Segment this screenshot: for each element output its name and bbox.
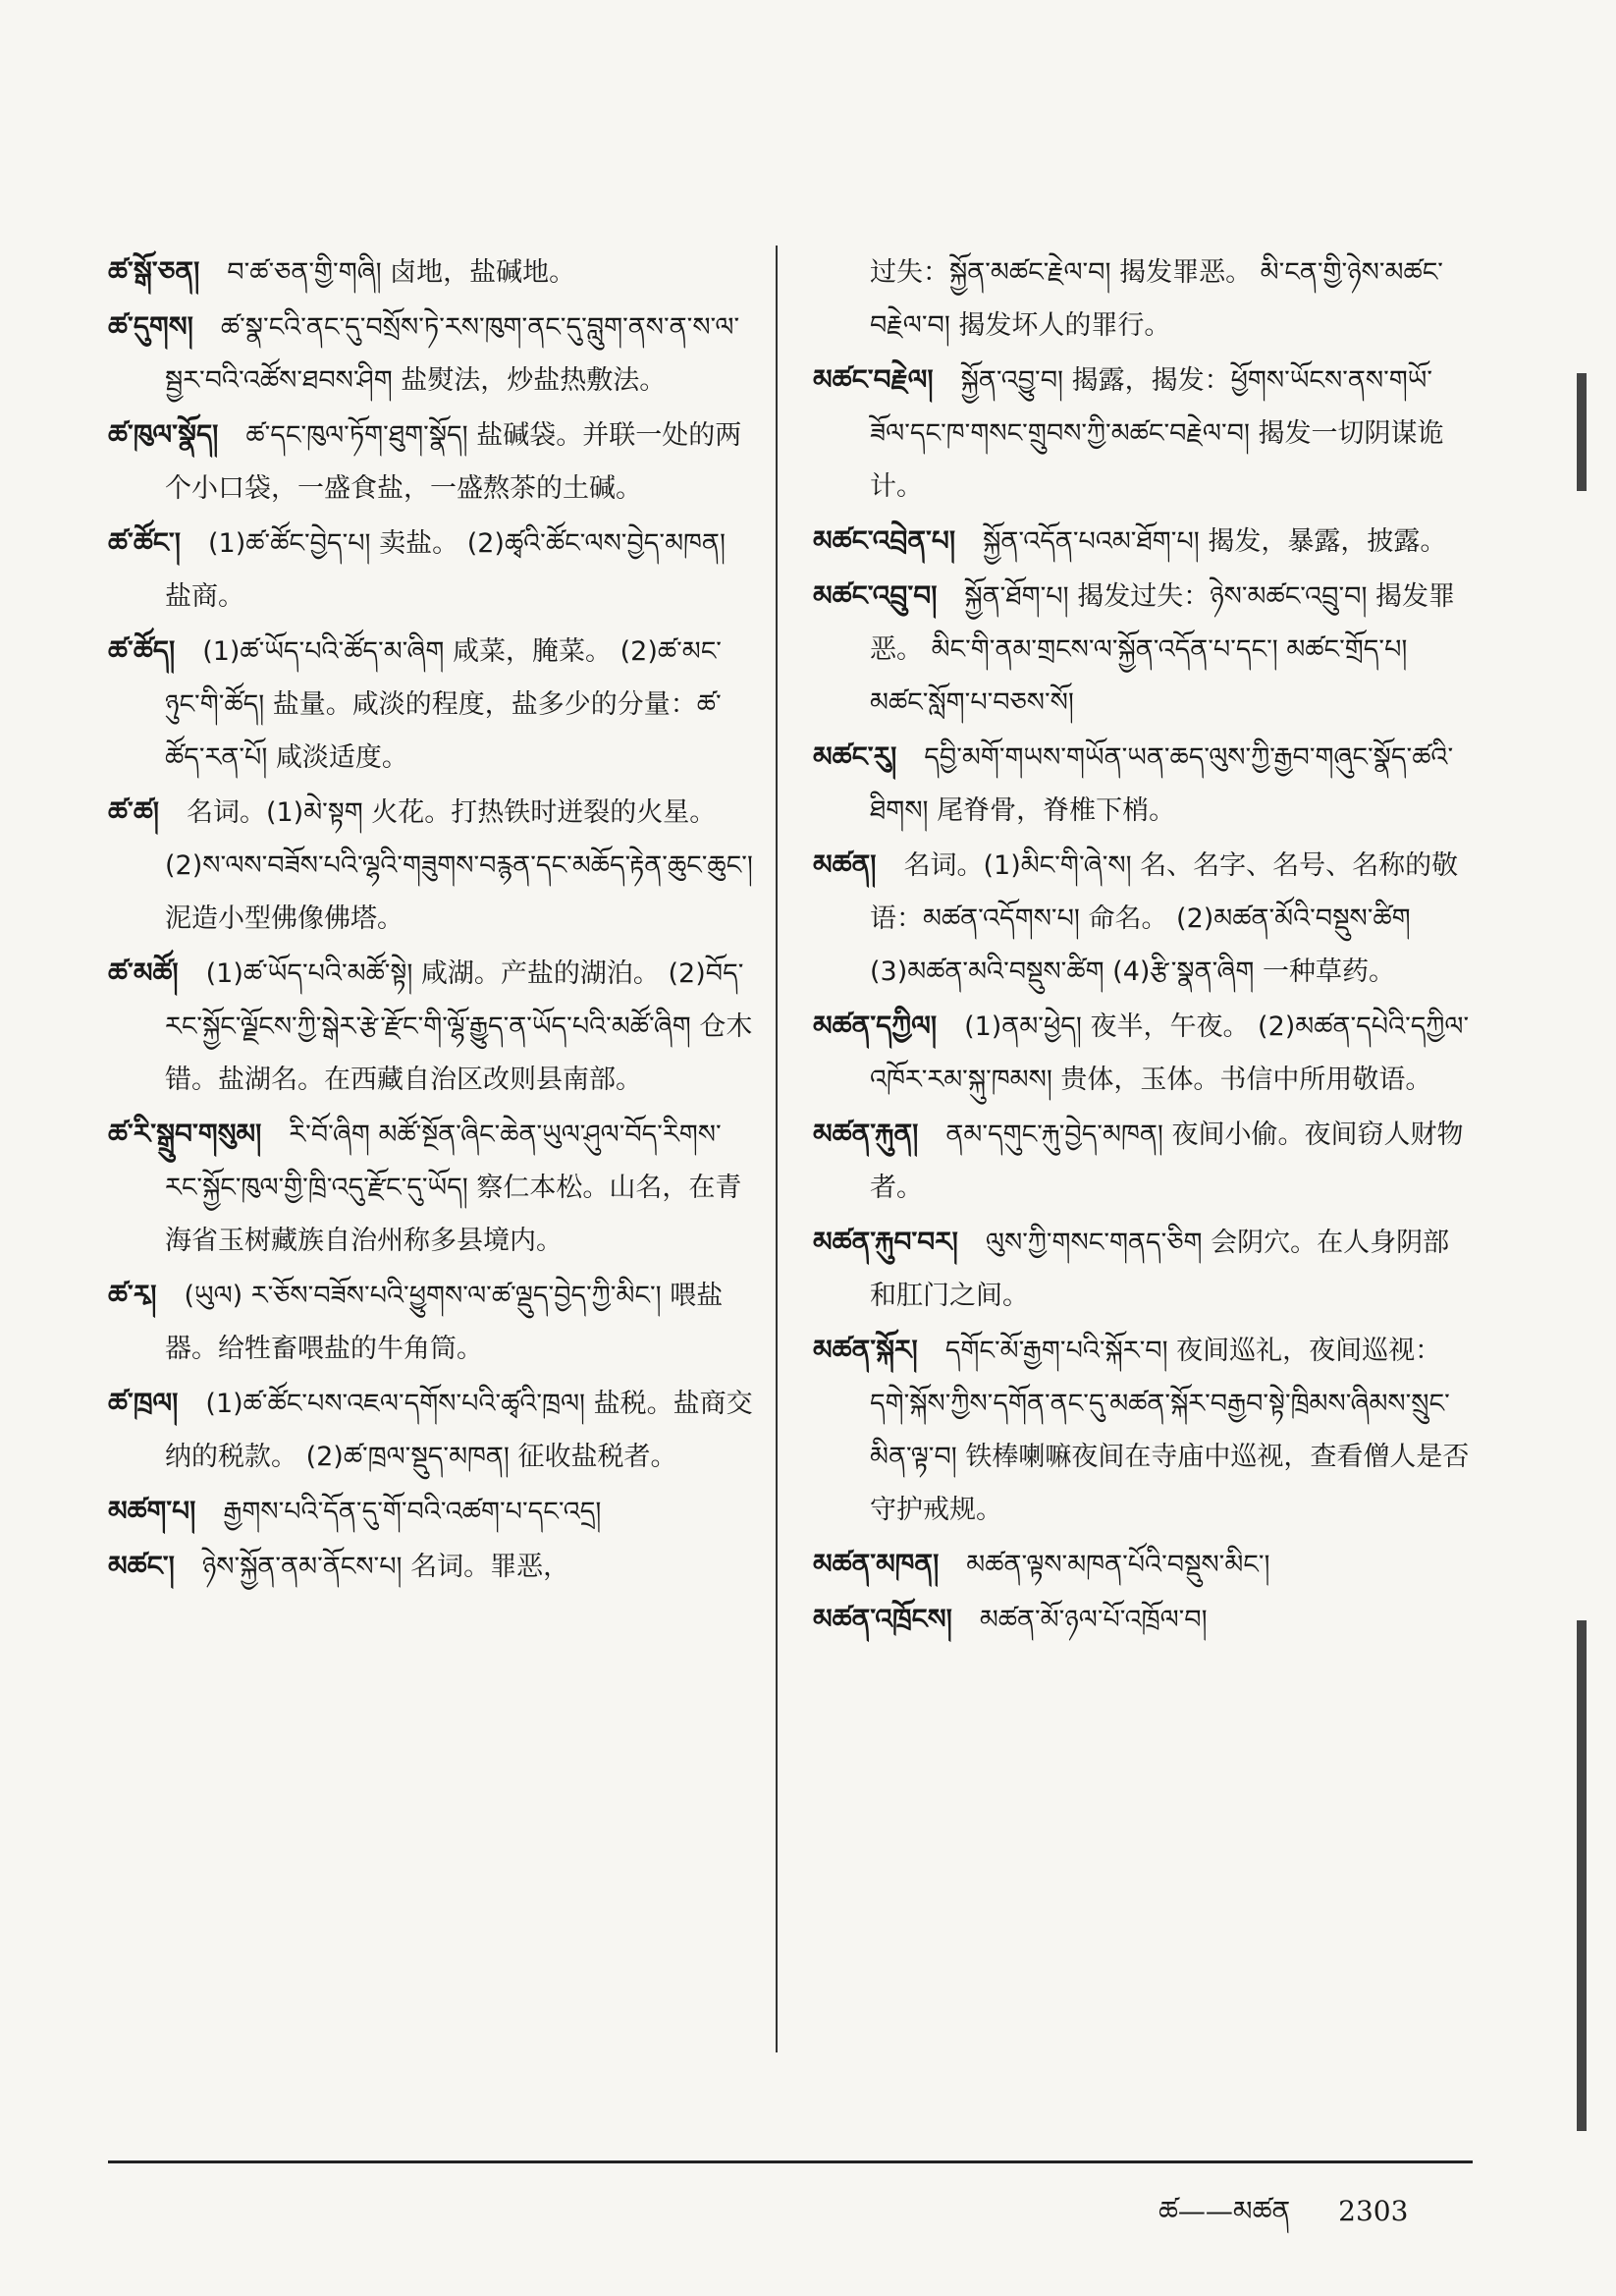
dictionary-entry	[813, 570, 1471, 729]
dictionary-entry	[108, 1485, 756, 1538]
entry-definition: ཚ་སྣ་ངའི་ནང་དུ་བསྲོས་ཏེ་རས་ཁུག་ནང་དུ་བླུག་ནས་ན་ས་ལ་སྦྱར་བའི་འཚོས་ཐབས་ཤིག 盐熨法，炒盐热敷法。	[165, 312, 740, 396]
dictionary-entry	[108, 786, 756, 945]
entry-headword: མཚན་རྐུབ་བར།	[813, 1226, 958, 1258]
entry-definition: 过失：སྐྱོན་མཚང་རྗེལ་བ། 揭发罪恶。 མི་ངན་གྱི་ཉེས་མཚང་བརྗེལ་བ། 揭发坏人的罪行。	[870, 257, 1443, 341]
dictionary-entry	[813, 1324, 1471, 1536]
page-range: ཚ——མཚན	[1158, 2195, 1291, 2227]
entry-headword: ཚ་ཚ།	[108, 795, 159, 828]
entry-definition: 名词。(1)མིང་གི་ཞེ་ས། 名、名字、名号、名称的敬语：མཚན་འདོགས་པ། 命名。 (2)མཚན་མོའི་བསྡུས་ཚིག (3)མཚན་མའི་བསྡུས་ཚིག (4)རྩི་སྣན་ཞིག 一种草药。	[870, 850, 1459, 987]
entry-headword: ཚ་མཚོ།	[108, 957, 179, 989]
dictionary-entry	[813, 1000, 1471, 1106]
entry-definition: སྐྱོན་འདོན་པའམ་ཐོག་པ། 揭发，暴露，披露。	[983, 526, 1447, 557]
entry-definition: (1)ཚ་ཚོང་པས་འཇལ་དགོས་པའི་ཚྭའི་ཁྲལ། 盐税。盐商交纳的税款。 (2)ཚ་ཁྲལ་སྡུད་མཁན། 征收盐税者。	[165, 1389, 753, 1472]
dictionary-entry	[813, 515, 1471, 568]
entry-headword: མཚན་སྐོར།	[813, 1334, 918, 1366]
entry-headword: ཚ་དུགས།	[108, 310, 193, 343]
left-column	[108, 246, 756, 1595]
dictionary-entry	[108, 1540, 756, 1593]
entry-definition: མཚན་མོ་ཉལ་པོ་འཁྲོལ་བ།	[979, 1605, 1208, 1635]
right-column	[813, 246, 1471, 1648]
entry-definition: དབྱི་མགོ་གཡས་གཡོན་ཡན་ཆད་ལུས་ཀྱི་རྒྱབ་གཞུང་སྣོད་ཚའི་ཐིགས། 尾脊骨，脊椎下梢。	[870, 742, 1454, 826]
entry-headword: མཚག་པ།	[108, 1495, 196, 1527]
dictionary-entry	[108, 409, 756, 515]
entry-headword: མཚང་།	[108, 1550, 175, 1582]
scan-edge-mark	[1577, 373, 1587, 491]
entry-headword: མཚན།	[813, 848, 877, 881]
entry-headword: ཚ་རྭ།	[108, 1279, 157, 1311]
dictionary-entry	[108, 1269, 756, 1375]
dictionary-entry	[813, 731, 1471, 837]
entry-definition: རི་བོ་ཞིག མཚོ་སྔོན་ཞིང་ཆེན་ཡུལ་ཤུལ་བོད་རིགས་རང་སྐྱོང་ཁུལ་གྱི་ཁྲི་འདུ་རྫོང་དུ་ཡོད། 察仁本松。山名，在青海省玉树藏族自治州称多县境内。	[165, 1120, 742, 1256]
page-number: 2303	[1338, 2195, 1409, 2227]
entry-headword: ཚ་ཚོད།	[108, 634, 176, 667]
entry-definition: ཚ་དང་ཁུལ་ཏོག་ཐུག་སྣོད། 盐碱袋。并联一处的两个小口袋，一盛食盐，一盛熬茶的土碱。	[165, 420, 742, 504]
entry-headword: མཚན་མཁན།	[813, 1548, 940, 1580]
entry-headword: མཚན་རྐུན།	[813, 1118, 919, 1150]
scan-edge-mark	[1577, 1620, 1587, 2131]
dictionary-entry	[813, 1538, 1471, 1591]
entry-definition: (ཡུལ) ར་ཅོས་བཟོས་པའི་ཕྱུགས་ལ་ཚ་ལྡུད་བྱེད་ཀྱི་མིང་། 喂盐器。给牲畜喂盐的牛角筒。	[165, 1281, 724, 1364]
entry-definition: (1)ནམ་ཕྱེད། 夜半，午夜。 (2)མཚན་དཔེའི་དཀྱིལ་འཁོར་རམ་སྐུ་ཁམས། 贵体，玉体。书信中所用敬语。	[870, 1011, 1470, 1095]
entry-definition: ལུས་ཀྱི་གསང་གནད་ཅིག 会阴穴。在人身阴部和肛门之间。	[870, 1228, 1450, 1311]
footer-rule	[108, 2160, 1473, 2163]
entry-headword: མཚན་དཀྱིལ།	[813, 1010, 938, 1042]
dictionary-entry	[108, 301, 756, 407]
entry-headword: ཚ་སྒོ་ཅན།	[108, 255, 200, 288]
entry-definition: (1)ཚ་ཚོང་བྱེད་པ། 卖盐。 (2)ཚྭའི་ཚོང་ལས་བྱེད་མཁན། 盐商。	[165, 528, 726, 612]
page-footer	[1158, 2180, 1408, 2258]
entry-definition: བ་ཚ་ཅན་གྱི་གཞི། 卤地，盐碱地。	[227, 257, 576, 288]
entry-headword: མཚང་རུ།	[813, 740, 897, 773]
dictionary-entry	[108, 947, 756, 1106]
dictionary-entry	[108, 1108, 756, 1267]
entry-headword: མཚང་འབྲེན་པ།	[813, 524, 956, 557]
entry-headword: མཚང་འབྲུ་བ།	[813, 579, 938, 612]
dictionary-entry	[108, 625, 756, 784]
entry-definition: (1)ཚ་ཡོད་པའི་ཚོད་མ་ཞིག 咸菜，腌菜。 (2)ཚ་མང་ཉུང་གི་ཚོད། 盐量。咸淡的程度，盐多少的分量：ཚ་ཚོད་རན་པོ། 咸淡适度。	[165, 636, 722, 773]
dictionary-entry	[813, 354, 1471, 513]
entry-definition: ནམ་དགུང་རྐུ་བྱེད་མཁན། 夜间小偷。夜间窃人财物者。	[870, 1120, 1464, 1203]
dictionary-entry	[108, 517, 756, 623]
entry-headword: ཚ་རི་སྒྲུབ་གསུམ།	[108, 1118, 262, 1150]
dictionary-entry	[813, 246, 1471, 352]
column-divider	[776, 246, 778, 2052]
dictionary-entry	[108, 246, 756, 299]
entry-definition: ཉེས་སྐྱོན་ནམ་ནོངས་པ། 名词。罪恶，	[201, 1552, 570, 1582]
dictionary-entry	[813, 1108, 1471, 1214]
entry-definition: དགོང་མོ་རྒྱག་པའི་སྐོར་བ། 夜间巡礼，夜间巡视：དགེ་སྐོས་ཀྱིས་དགོན་ནང་དུ་མཚན་སྐོར་བརྒྱབ་སྟེ་ཁྲིམས་ཞིམས་སྲུང་མིན་ལྟ་བ། 铁棒喇嘛夜间在寺庙中巡视，查看僧人是否守护戒规。	[870, 1336, 1470, 1525]
dictionary-entry	[813, 1593, 1471, 1646]
entry-definition: རྒྱགས་པའི་དོན་དུ་གོ་བའི་འཚག་པ་དང་འདྲ།	[223, 1497, 602, 1527]
dictionary-entry	[813, 839, 1471, 998]
entry-definition: 名词。(1)མེ་སྟག 火花。打热铁时迸裂的火星。 (2)ས་ལས་བཟོས་པའི་ལྷའི་གཟུགས་བརྙན་དང་མཆོད་རྟེན་ཆུང་ཆུང་། 泥造小型佛像佛塔。	[165, 797, 753, 934]
entry-definition: མཚན་ལྟས་མཁན་པོའི་བསྡུས་མིང་།	[966, 1550, 1270, 1580]
entry-headword: ཚ་ཚོང་།	[108, 526, 182, 559]
dictionary-entry	[813, 1216, 1471, 1322]
entry-definition: སྐྱོན་འབྱུ་བ། 揭露，揭发：ཕྱོགས་ཡོངས་ནས་གཡོ་ཟོལ་དང་ཁ་གསང་གྲུབས་ཀྱི་མཚང་བརྗེལ་བ། 揭发一切阴谋诡计。	[870, 365, 1444, 502]
entry-headword: ཚ་ཁུལ་སྣོད།	[108, 418, 219, 451]
entry-headword: ཚ་ཁྲལ།	[108, 1387, 179, 1419]
entry-definition: (1)ཚ་ཡོད་པའི་མཚོ་སྟེ། 咸湖。产盐的湖泊。 (2)བོད་རང་སྐྱོང་ལྗོངས་ཀྱི་སྒེར་རྩེ་རྫོང་གི་ལྷོ་རྒྱུད་ན་ཡོད་པའི་མཚོ་ཞིག 仓木错。盐湖名。在西藏自治区改则县南部。	[165, 958, 753, 1095]
entry-definition: སྐྱོན་ཐོག་པ། 揭发过失：ཉེས་མཚང་འབྲུ་བ། 揭发罪恶。 མིང་གི་ནམ་གྲངས་ལ་སྐྱོན་འདོན་པ་དང་། མཚང་གྲོད་པ། མཚང་སློག་པ་བཅས་སོ།	[870, 581, 1456, 718]
entry-headword: མཚན་འཁྲོངས།	[813, 1603, 952, 1635]
dictionary-entry	[108, 1377, 756, 1483]
entry-headword: མཚང་བརྗེལ།	[813, 363, 934, 396]
